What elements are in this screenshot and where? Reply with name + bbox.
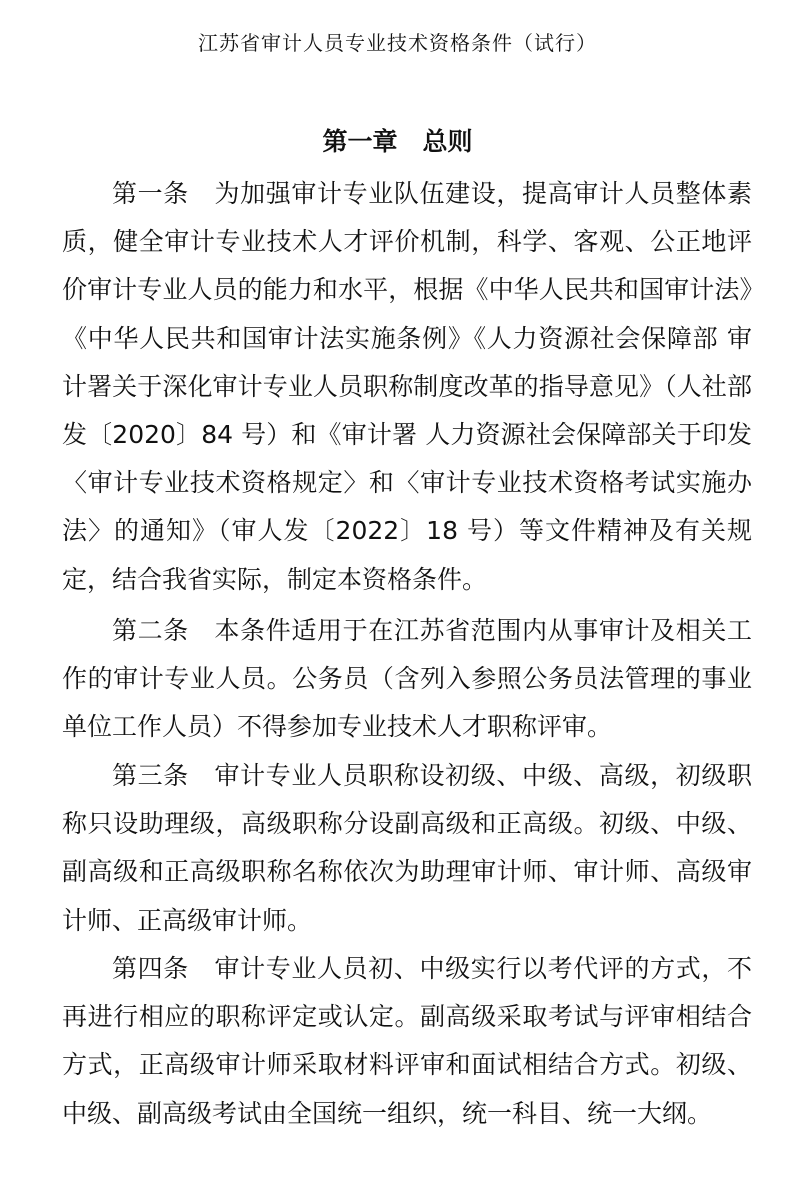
- article-1-text: 为加强审计专业队伍建设，提高审计人员整体素质，健全审计专业技术人才评价机制，科学、客观、公正地评价审计专业人员的能力和水平，根据《中华人民共和国审计法》《中华人民共和国审计法实施条例》《人力资源社会保障部 审计署关于深化审计专业人员职称制度改革的指导意见》（人社部发〔2020〕84 号）和《审计署 人力资源社会保障部关于印发〈审计专业技术资格规定〉和〈审计专业技术资格考试实施办法〉的通知》（审人发〔2022〕18 号）等文件精神及有关规定，结合我省实际，制定本资格条件。: [62, 179, 752, 594]
- article-1-label: 第一条: [112, 179, 189, 208]
- article-4-label: 第四条: [112, 954, 189, 983]
- article-3-label: 第三条: [112, 761, 189, 790]
- article-3: [62, 752, 752, 945]
- article-4-text: 审计专业人员初、中级实行以考代评的方式，不再进行相应的职称评定或认定。副高级采取考试与评审相结合方式，正高级审计师采取材料评审和面试相结合方式。初级、中级、副高级考试由全国统一组织，统一科目、统一大纲。: [62, 954, 752, 1128]
- article-4: [62, 945, 752, 1138]
- article-3-text: 审计专业人员职称设初级、中级、高级，初级职称只设助理级，高级职称分设副高级和正高级。初级、中级、副高级和正高级职称名称依次为助理审计师、审计师、高级审计师、正高级审计师。: [62, 761, 752, 935]
- article-1: [62, 170, 752, 604]
- chapter-heading: 第一章 总则: [322, 127, 473, 156]
- article-2-label: 第二条: [112, 616, 189, 645]
- document-title: 江苏省审计人员专业技术资格条件（试行）: [198, 31, 597, 55]
- article-2: [62, 607, 752, 752]
- article-2-text: 本条件适用于在江苏省范围内从事审计及相关工作的审计专业人员。公务员（含列入参照公务员法管理的事业单位工作人员）不得参加专业技术人才职称评审。: [62, 616, 752, 742]
